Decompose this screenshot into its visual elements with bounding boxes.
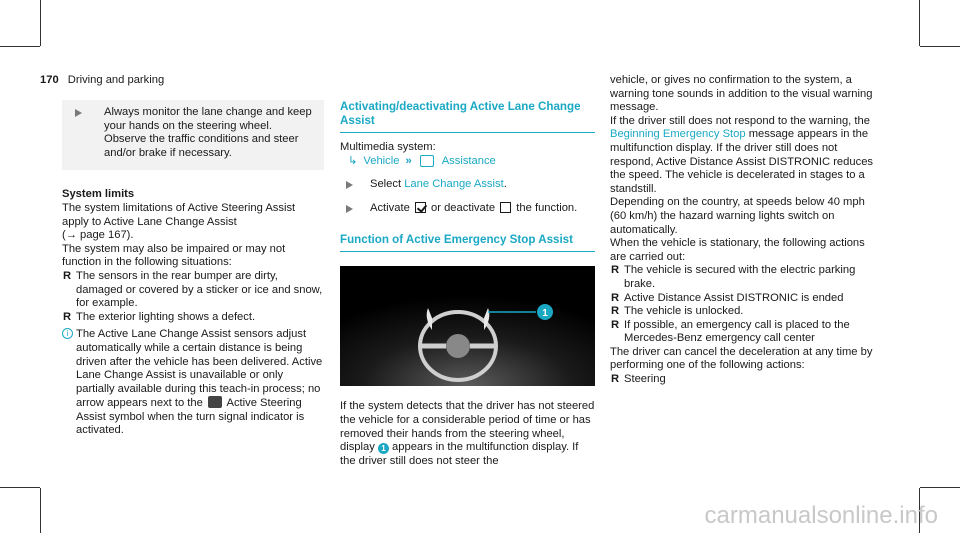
- paragraph: If the driver still does not respond to the warning, the Beginning Emergency Stop message appears in the multifunction display. If the driver still does not respond, Active Distance Assist DISTRONIC reduces the speed. The vehicle is decelerated in stages to a standstill.: [610, 114, 874, 195]
- assistance-car-icon: [420, 155, 434, 167]
- list-item: R The vehicle is secured with the electric parking brake.: [611, 264, 856, 290]
- section-heading-activate: Activating/deactivating Active Lane Change Assist: [340, 100, 581, 127]
- step-arrow-icon: [346, 205, 353, 213]
- checkbox-empty-icon: [500, 202, 511, 213]
- section-title: Driving and parking: [67, 74, 165, 86]
- list-item: R If possible, an emergency call is placed to the Mercedes-Benz emergency call center: [611, 318, 850, 345]
- column-middle: [340, 100, 595, 468]
- next-level-icon: »: [405, 154, 412, 167]
- bullet-icon: R: [611, 318, 620, 331]
- info-note: i The Active Lane Change Assist sensors adjust automatically while a certain distance is being driven after the vehicle has been delivered. Active Lane Change Assist is unavailable or only partially available during this teach-in process; no arrow appears next to the Active Steering Assist symbol when the turn signal indicator is activated.: [62, 328, 324, 438]
- info-icon: i: [62, 328, 73, 339]
- paragraph: The driver can cancel the deceleration at any time by performing one of the following actions:: [610, 345, 873, 372]
- limits-intro: The system limitations of Active Steering Assist apply to Active Lane Change Assist (→ page 167).: [62, 201, 296, 242]
- step-arrow-icon: [75, 109, 82, 117]
- crop-mark: [40, 0, 41, 46]
- list-item: R The vehicle is unlocked.: [611, 305, 744, 318]
- step-select: Select Lane Change Assist.: [340, 178, 595, 192]
- paragraph: When the vehicle is stationary, the following actions are carried out:: [610, 237, 865, 263]
- note-text: Always monitor the lane change and keep your hands on the steering wheel. Observe the traffic conditions and steer and/or brake if necessary.: [104, 106, 312, 159]
- callout-badge: 1: [378, 443, 389, 454]
- heading-rule: [340, 251, 595, 252]
- page-number: 170: [40, 74, 59, 86]
- limits-situations: The system may also be impaired or may not function in the following situations:: [62, 242, 286, 269]
- paragraph: Depending on the country, at speeds below 40 mph (60 km/h) the hazard warning lights switch on automatically.: [610, 196, 865, 236]
- list-item: R Active Distance Assist DISTRONIC is ended: [611, 291, 844, 304]
- crop-mark: [0, 46, 40, 47]
- paragraph: vehicle, or gives no confirmation to the system, a warning tone sounds in addition to the visual warning message.: [610, 74, 873, 114]
- crop-mark: [920, 487, 960, 488]
- watermark: carmanualsonline.info: [704, 502, 938, 529]
- limits-heading: System limits: [62, 188, 135, 201]
- crop-mark: [919, 0, 920, 46]
- crop-mark: [40, 488, 41, 533]
- bullet-icon: R: [63, 269, 72, 282]
- bullet-icon: R: [611, 373, 620, 386]
- note-box: [62, 100, 324, 170]
- steering-wheel-illustration: [340, 266, 595, 386]
- list-item: R The sensors in the rear bumper are dirty, damaged or covered by a sticker or ice and snow, for example.: [63, 269, 323, 310]
- bullet-icon: R: [611, 305, 620, 318]
- instrument-figure: [340, 266, 595, 386]
- multimedia-label: Multimedia system:: [340, 141, 436, 153]
- bullet-icon: R: [611, 291, 620, 304]
- menu-path: [340, 155, 595, 169]
- step-activate: Activate or deactivate the function.: [340, 202, 595, 216]
- bullet-icon: R: [63, 310, 72, 323]
- menu-lane-change-assist: Lane Change Assist: [404, 178, 504, 191]
- list-item: R Steering: [611, 373, 666, 386]
- menu-assistance: Assistance: [441, 154, 496, 167]
- checkbox-checked-icon: [415, 202, 426, 213]
- menu-vehicle: Vehicle: [363, 154, 400, 167]
- figure-callout-1: 1: [542, 308, 548, 320]
- message-beginning-emergency-stop: Beginning Emergency Stop: [610, 128, 746, 141]
- active-steering-assist-icon: [208, 396, 222, 408]
- step-arrow-icon: [346, 181, 353, 189]
- bullet-icon: R: [611, 264, 620, 277]
- section-heading-emergency-stop: Function of Active Emergency Stop Assist: [340, 233, 573, 247]
- submenu-arrow-icon: ↳: [348, 154, 358, 167]
- crop-mark: [0, 487, 40, 488]
- page-header: [40, 74, 164, 88]
- column-right: [610, 14, 880, 387]
- emergency-stop-paragraph: If the system detects that the driver has not steered the vehicle for a considerable period of time or has removed their hands from the steering wheel, display 1 appears in the multifunction display. If the driver still does not steer the: [340, 400, 595, 467]
- column-left: [62, 100, 324, 438]
- crop-mark: [920, 46, 960, 47]
- list-item: R The exterior lighting shows a defect.: [63, 310, 256, 323]
